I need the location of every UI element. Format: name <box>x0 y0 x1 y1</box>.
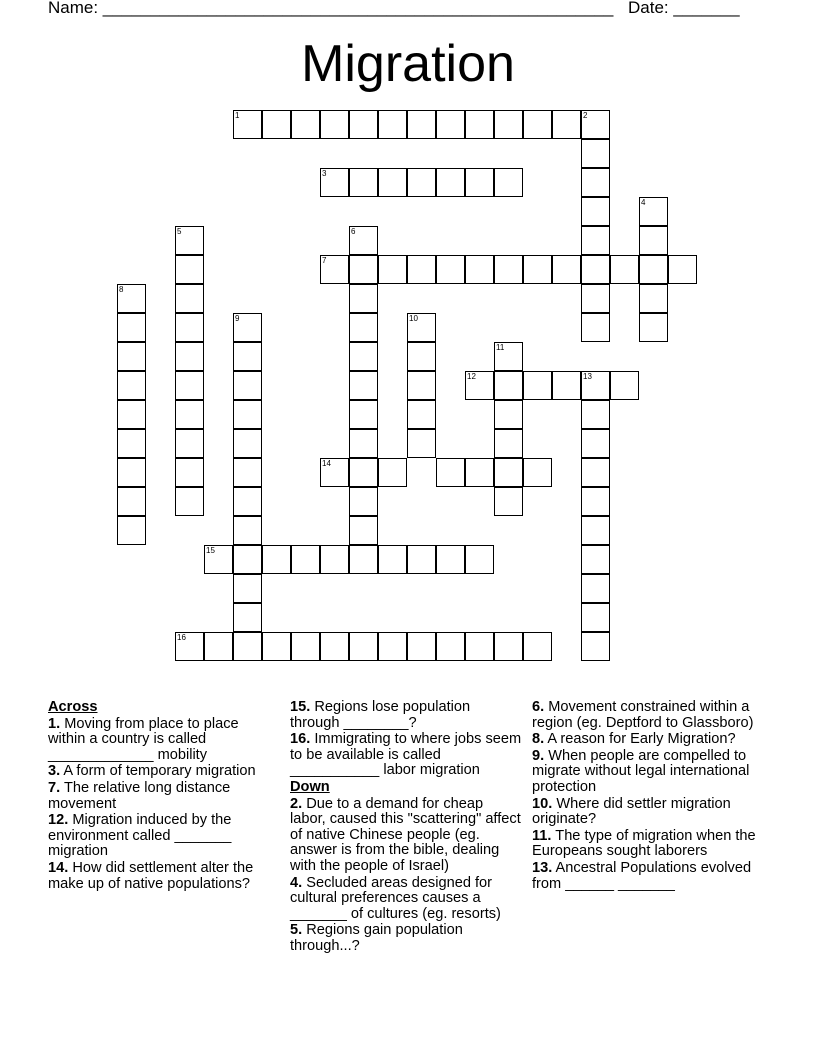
crossword-cell[interactable] <box>233 603 262 632</box>
crossword-cell[interactable] <box>581 284 610 313</box>
crossword-cell[interactable] <box>552 110 581 139</box>
clue-text: Regions lose population through ________? <box>290 699 471 731</box>
clue-number-label: 13 <box>583 372 592 381</box>
clue-text: Regions gain population through...? <box>290 922 463 954</box>
clue-number: 16. <box>290 731 311 748</box>
crossword-cell[interactable] <box>233 400 262 429</box>
crossword-cell[interactable] <box>233 545 262 574</box>
crossword-cell[interactable] <box>349 400 378 429</box>
crossword-cell[interactable] <box>668 255 697 284</box>
crossword-cell[interactable] <box>465 632 494 661</box>
clue-down-10 <box>532 797 757 828</box>
clue-text: A reason for Early Migration? <box>544 731 736 748</box>
clue-text: How did settlement alter the make up of native populations? <box>48 859 254 892</box>
crossword-cell[interactable] <box>378 545 407 574</box>
clue-down-5 <box>290 923 522 954</box>
crossword-cell[interactable] <box>117 371 146 400</box>
crossword-cell[interactable] <box>436 255 465 284</box>
clue-number-label: 1 <box>235 111 240 120</box>
clue-number-label: 6 <box>351 227 356 236</box>
clue-text: Due to a demand for cheap labor, caused this "scattering" affect of native Chinese people (eg. answer is from the bible, dealing with the people of Israel) <box>290 795 521 874</box>
crossword-cell[interactable] <box>349 545 378 574</box>
clue-down-13 <box>532 861 757 892</box>
clue-number-label: 11 <box>496 343 505 352</box>
crossword-cell[interactable] <box>233 632 262 661</box>
clue-number-label: 12 <box>467 372 476 381</box>
clue-text: The relative long distance movement <box>48 779 231 812</box>
crossword-cell[interactable] <box>349 516 378 545</box>
clue-number-label: 4 <box>641 198 646 207</box>
clue-text: Migration induced by the environment called _______ migration <box>48 812 232 860</box>
across-heading: Across <box>48 699 98 715</box>
crossword-cell[interactable] <box>581 516 610 545</box>
crossword-cell[interactable] <box>378 632 407 661</box>
crossword-cell[interactable] <box>117 487 146 516</box>
crossword-cell[interactable] <box>233 429 262 458</box>
crossword-cell[interactable] <box>349 342 378 371</box>
clue-down-6 <box>532 700 757 731</box>
crossword-cell[interactable] <box>175 487 204 516</box>
crossword-cell[interactable] <box>465 458 494 487</box>
crossword-cell[interactable] <box>436 110 465 139</box>
crossword-cell[interactable] <box>175 400 204 429</box>
date-field-label: Date: _______ <box>628 0 740 17</box>
clue-number: 7. <box>48 779 61 796</box>
crossword-cell[interactable] <box>262 632 291 661</box>
crossword-cell[interactable] <box>494 429 523 458</box>
crossword-cell[interactable] <box>320 110 349 139</box>
crossword-cell[interactable] <box>117 458 146 487</box>
clue-number: 8. <box>532 731 545 748</box>
crossword-cell[interactable] <box>581 632 610 661</box>
crossword-cell[interactable] <box>581 255 610 284</box>
crossword-cell[interactable] <box>378 458 407 487</box>
clue-text: Ancestral Populations evolved from ______ _______ <box>532 859 752 892</box>
crossword-cell[interactable] <box>349 168 378 197</box>
crossword-cell[interactable] <box>175 429 204 458</box>
clue-text: When people are compelled to migrate without legal international protection <box>532 747 750 795</box>
clue-across-3 <box>48 764 273 780</box>
clue-number: 15. <box>290 699 311 715</box>
clue-text: The type of migration when the Europeans sought laborers <box>532 827 756 860</box>
crossword-cell[interactable] <box>465 110 494 139</box>
clue-number: 9. <box>532 747 545 764</box>
crossword-cell[interactable] <box>117 516 146 545</box>
clue-number-label: 3 <box>322 169 327 178</box>
clue-text: Moving from place to place within a country is called _____________ mobility <box>48 715 239 763</box>
clue-text: Secluded areas designed for cultural preferences causes a _______ of cultures (eg. resorts) <box>290 874 501 922</box>
crossword-cell[interactable] <box>494 632 523 661</box>
crossword-cell[interactable] <box>407 168 436 197</box>
crossword-cell[interactable] <box>639 226 668 255</box>
crossword-cell[interactable] <box>320 545 349 574</box>
clue-number: 14. <box>48 859 69 876</box>
clue-across-14 <box>48 861 273 892</box>
clue-text: Immigrating to where jobs seem to be available is called ___________ labor migration <box>290 731 522 779</box>
crossword-cell[interactable] <box>233 342 262 371</box>
crossword-cell[interactable] <box>175 255 204 284</box>
crossword-cell[interactable] <box>175 458 204 487</box>
clue-across-16 <box>290 732 522 779</box>
crossword-cell[interactable] <box>349 429 378 458</box>
crossword-cell[interactable] <box>175 313 204 342</box>
crossword-cell[interactable] <box>581 487 610 516</box>
clue-number: 10. <box>532 795 553 812</box>
crossword-cell-3[interactable] <box>320 168 349 197</box>
clue-text: Movement constrained within a region (eg. Deptford to Glassboro) <box>532 699 754 731</box>
crossword-cell[interactable] <box>639 284 668 313</box>
clue-column-2 <box>290 700 522 956</box>
clue-number: 2. <box>290 795 303 812</box>
crossword-cell[interactable] <box>378 110 407 139</box>
crossword-cell[interactable] <box>349 255 378 284</box>
clue-column-3 <box>532 700 757 893</box>
crossword-cell[interactable] <box>581 429 610 458</box>
crossword-cell[interactable] <box>407 342 436 371</box>
crossword-cell[interactable] <box>465 545 494 574</box>
crossword-cell-9[interactable] <box>233 313 262 342</box>
crossword-cell[interactable] <box>581 313 610 342</box>
crossword-cell[interactable] <box>349 458 378 487</box>
crossword-cell[interactable] <box>639 313 668 342</box>
crossword-cell[interactable] <box>639 255 668 284</box>
clue-text: Where did settler migration originate? <box>532 795 731 828</box>
crossword-cell[interactable] <box>349 632 378 661</box>
crossword-cell[interactable] <box>407 371 436 400</box>
crossword-cell-4[interactable] <box>639 197 668 226</box>
clue-down-11 <box>532 829 757 860</box>
down-heading: Down <box>290 778 330 795</box>
crossword-cell[interactable] <box>378 255 407 284</box>
clue-across-12 <box>48 813 273 860</box>
clue-number-label: 14 <box>322 459 331 468</box>
crossword-cell[interactable] <box>581 574 610 603</box>
crossword-cell[interactable] <box>175 371 204 400</box>
clue-number-label: 2 <box>583 111 588 120</box>
crossword-cell[interactable] <box>407 400 436 429</box>
crossword-cell[interactable] <box>610 371 639 400</box>
crossword-cell[interactable] <box>494 255 523 284</box>
clue-down-2 <box>290 797 522 875</box>
crossword-cell[interactable] <box>581 400 610 429</box>
crossword-cell-1[interactable] <box>233 110 262 139</box>
crossword-cell-15[interactable] <box>204 545 233 574</box>
crossword-cell[interactable] <box>494 371 523 400</box>
crossword-cell[interactable] <box>581 168 610 197</box>
clue-number: 12. <box>48 812 69 829</box>
crossword-cell-11[interactable] <box>494 342 523 371</box>
clue-down-8 <box>532 732 757 748</box>
clue-number: 3. <box>48 763 61 780</box>
crossword-cell[interactable] <box>581 458 610 487</box>
crossword-cell[interactable] <box>494 458 523 487</box>
crossword-cell[interactable] <box>552 255 581 284</box>
crossword-cell[interactable] <box>436 632 465 661</box>
crossword-cell[interactable] <box>349 284 378 313</box>
clue-number: 5. <box>290 922 303 939</box>
clue-number-label: 9 <box>235 314 240 323</box>
crossword-cell[interactable] <box>436 168 465 197</box>
crossword-cell[interactable] <box>465 255 494 284</box>
crossword-cell[interactable] <box>117 400 146 429</box>
clue-number: 4. <box>290 874 303 891</box>
crossword-cell[interactable] <box>581 603 610 632</box>
page-title: Migration <box>301 35 515 93</box>
crossword-cell-5[interactable] <box>175 226 204 255</box>
crossword-cell[interactable] <box>581 545 610 574</box>
crossword-cell[interactable] <box>407 632 436 661</box>
name-field-label: Name: ______________________________________________________ <box>48 0 614 17</box>
crossword-cell[interactable] <box>349 313 378 342</box>
clue-number: 1. <box>48 715 61 732</box>
crossword-cell[interactable] <box>407 545 436 574</box>
crossword-cell[interactable] <box>262 110 291 139</box>
clue-down-4 <box>290 876 522 923</box>
crossword-cell[interactable] <box>523 371 552 400</box>
crossword-cell[interactable] <box>175 342 204 371</box>
crossword-cell[interactable] <box>233 371 262 400</box>
clue-text: A form of temporary migration <box>60 763 256 780</box>
clue-across-7 <box>48 781 273 812</box>
crossword-cell-8[interactable] <box>117 284 146 313</box>
crossword-cell[interactable] <box>291 632 320 661</box>
crossword-cell[interactable] <box>204 632 233 661</box>
crossword-cell[interactable] <box>494 110 523 139</box>
clue-number-label: 16 <box>177 633 186 642</box>
clue-column-1 <box>48 700 273 893</box>
crossword-cell[interactable] <box>494 168 523 197</box>
crossword-cell-7[interactable] <box>320 255 349 284</box>
crossword-cell[interactable] <box>349 487 378 516</box>
crossword-cell[interactable] <box>523 110 552 139</box>
crossword-cell[interactable] <box>610 255 639 284</box>
crossword-cell[interactable] <box>262 545 291 574</box>
crossword-cell[interactable] <box>407 110 436 139</box>
clue-number-label: 5 <box>177 227 182 236</box>
clue-number-label: 15 <box>206 546 215 555</box>
crossword-cell[interactable] <box>581 197 610 226</box>
crossword-cell-12[interactable] <box>465 371 494 400</box>
crossword-cell[interactable] <box>581 139 610 168</box>
crossword-cell[interactable] <box>349 110 378 139</box>
crossword-cell[interactable] <box>436 458 465 487</box>
crossword-cell[interactable] <box>581 226 610 255</box>
clue-number-label: 7 <box>322 256 327 265</box>
crossword-cell[interactable] <box>552 371 581 400</box>
crossword-cell[interactable] <box>233 458 262 487</box>
crossword-cell-16[interactable] <box>175 632 204 661</box>
crossword-cell[interactable] <box>407 255 436 284</box>
crossword-cell[interactable] <box>175 284 204 313</box>
crossword-cell-10[interactable] <box>407 313 436 342</box>
clue-number: 6. <box>532 699 545 715</box>
crossword-cell[interactable] <box>320 632 349 661</box>
crossword-cell[interactable] <box>523 458 552 487</box>
crossword-cell[interactable] <box>465 168 494 197</box>
crossword-cell[interactable] <box>494 487 523 516</box>
crossword-cell[interactable] <box>494 400 523 429</box>
crossword-cell[interactable] <box>233 516 262 545</box>
crossword-cell[interactable] <box>291 110 320 139</box>
crossword-cell[interactable] <box>117 429 146 458</box>
crossword-cell[interactable] <box>436 545 465 574</box>
clue-number: 13. <box>532 859 553 876</box>
crossword-cell[interactable] <box>233 574 262 603</box>
crossword-cell-2[interactable] <box>581 110 610 139</box>
crossword-cell[interactable] <box>378 168 407 197</box>
crossword-cell-14[interactable] <box>320 458 349 487</box>
crossword-cell[interactable] <box>523 255 552 284</box>
crossword-cell[interactable] <box>523 632 552 661</box>
crossword-cell[interactable] <box>233 487 262 516</box>
crossword-cell[interactable] <box>117 342 146 371</box>
clue-down-9 <box>532 749 757 796</box>
crossword-cell[interactable] <box>117 313 146 342</box>
clue-number: 11. <box>532 827 552 844</box>
crossword-cell[interactable] <box>291 545 320 574</box>
clue-number-label: 8 <box>119 285 124 294</box>
crossword-cell-6[interactable] <box>349 226 378 255</box>
clue-across-1 <box>48 717 273 764</box>
crossword-cell[interactable] <box>349 371 378 400</box>
clue-number-label: 10 <box>409 314 418 323</box>
crossword-cell-13[interactable] <box>581 371 610 400</box>
crossword-cell[interactable] <box>407 429 436 458</box>
clue-across-15 <box>290 700 522 731</box>
